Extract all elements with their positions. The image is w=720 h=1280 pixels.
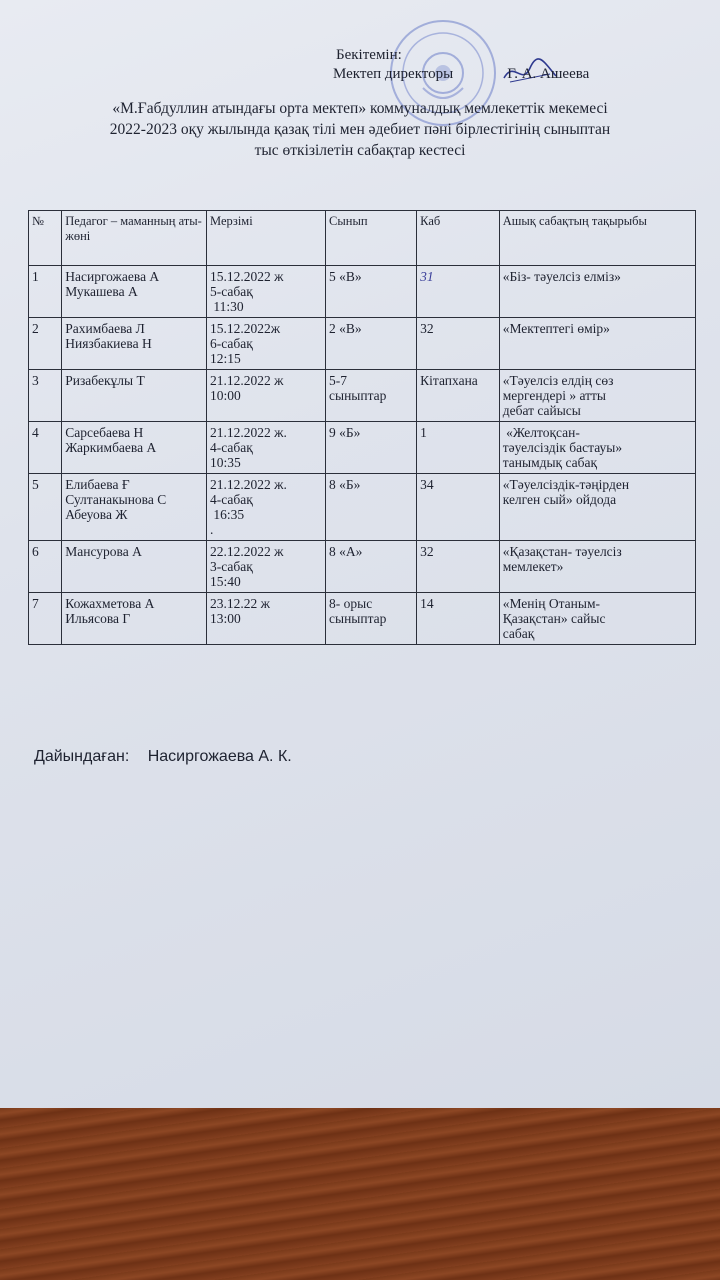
cell-room: 31 — [417, 266, 500, 318]
cell-topic-line: Қазақстан» сайыс — [502, 611, 606, 626]
cell-teacher-line: Сарсебаева Н — [65, 425, 144, 440]
prepared-label: Дайындаған: — [34, 748, 130, 765]
cell-teacher — [62, 318, 207, 370]
cell-room: 14 — [417, 593, 500, 645]
cell-topic — [499, 266, 695, 318]
header-room: Каб — [417, 211, 500, 266]
cell-date — [207, 318, 326, 370]
cell-topic — [499, 318, 695, 370]
cell-room: 32 — [417, 541, 500, 593]
schedule-table — [28, 210, 696, 645]
cell-teacher-line: Абеуова Ж — [65, 507, 128, 522]
cell-topic-line: «Тәуелсіздік-тәңірден — [502, 477, 630, 492]
approval-block — [333, 46, 713, 84]
cell-teacher-line: Рахимбаева Л — [65, 321, 145, 336]
cell-date-line: 13:00 — [210, 611, 241, 626]
title-line-2: 2022-2023 оқу жылында қазақ тілі мен әдебиет пәні бірлестігінің сыныптан — [109, 121, 611, 138]
cell-date — [207, 370, 326, 422]
cell-class — [326, 318, 417, 370]
cell-teacher — [62, 422, 207, 474]
cell-room: 34 — [417, 474, 500, 541]
cell-class-line: 5-7 — [329, 373, 348, 388]
cell-date — [207, 474, 326, 541]
cell-teacher — [62, 266, 207, 318]
cell-date — [207, 541, 326, 593]
cell-teacher-line: Насиргожаева А — [65, 269, 160, 284]
document-title — [40, 98, 680, 161]
cell-date-line: 11:30 — [210, 299, 244, 314]
cell-number: 1 — [29, 266, 62, 318]
table-row — [29, 541, 696, 593]
cell-teacher-line: Султанакынова С — [65, 492, 167, 507]
cell-date-line: 4-сабақ — [210, 440, 253, 455]
cell-date-line: 22.12.2022 ж — [210, 544, 284, 559]
cell-class — [326, 474, 417, 541]
cell-class-line: сыныптар — [329, 388, 387, 403]
cell-date-line: 3-сабақ — [210, 559, 253, 574]
cell-topic-line: мемлекет» — [502, 559, 564, 574]
cell-topic-line: мергендері » атты — [502, 388, 606, 403]
cell-class-line: 8 «А» — [329, 544, 363, 559]
cell-teacher-line: Ризабекұлы Т — [65, 373, 145, 388]
header-class: Сынып — [326, 211, 417, 266]
table-row — [29, 474, 696, 541]
cell-class-line: 9 «Б» — [329, 425, 361, 440]
cell-topic — [499, 541, 695, 593]
cell-class-line: 5 «В» — [329, 269, 362, 284]
cell-topic-line: сабақ — [502, 626, 535, 641]
cell-topic — [499, 474, 695, 541]
cell-date-line: 15.12.2022 ж — [210, 269, 284, 284]
cell-topic-line: «Тәуелсіз елдің сөз — [502, 373, 614, 388]
cell-number: 4 — [29, 422, 62, 474]
cell-date-line: 21.12.2022 ж. — [210, 477, 287, 492]
cell-teacher-line: Мукашева А — [65, 284, 138, 299]
cell-date-line: 21.12.2022 ж — [210, 373, 284, 388]
cell-date-line: 15:40 — [210, 574, 241, 589]
cell-room: Кітапхана — [417, 370, 500, 422]
table-header-row — [29, 211, 696, 266]
cell-topic — [499, 593, 695, 645]
cell-number: 5 — [29, 474, 62, 541]
header-topic: Ашық сабақтың тақырыбы — [499, 211, 695, 266]
cell-teacher-line: Жаркимбаева А — [65, 440, 157, 455]
cell-room: 32 — [417, 318, 500, 370]
cell-number: 6 — [29, 541, 62, 593]
cell-number: 2 — [29, 318, 62, 370]
cell-teacher — [62, 474, 207, 541]
cell-date-line: 15.12.2022ж — [210, 321, 281, 336]
cell-topic-line: «Менің Отаным- — [502, 596, 601, 611]
director-position: Мектеп директоры — [333, 66, 454, 82]
table-row — [29, 370, 696, 422]
cell-class — [326, 370, 417, 422]
cell-number: 7 — [29, 593, 62, 645]
prepared-by — [34, 748, 292, 766]
cell-date — [207, 422, 326, 474]
header-teacher: Педагог – маманның аты-жөні — [62, 211, 207, 266]
cell-topic-line: «Мектептегі өмір» — [502, 321, 610, 336]
title-line-1: «М.Ғабдуллин атындағы орта мектеп» коммуналдық мемлекеттік мекемесі — [112, 100, 608, 117]
cell-teacher — [62, 593, 207, 645]
cell-date-line: 4-сабақ — [210, 492, 253, 507]
approval-label: Бекітемін: — [336, 47, 402, 63]
cell-date — [207, 593, 326, 645]
cell-date — [207, 266, 326, 318]
cell-topic — [499, 422, 695, 474]
cell-class — [326, 422, 417, 474]
prepared-name: Насиргожаева А. К. — [147, 748, 292, 765]
cell-room: 1 — [417, 422, 500, 474]
title-line-3: тыс өткізілетін сабақтар кестесі — [254, 142, 466, 159]
director-name: Г. А. Ашеева — [507, 66, 590, 82]
cell-teacher-line: Ильясова Г — [65, 611, 131, 626]
table-row — [29, 422, 696, 474]
cell-date-line: 10:00 — [210, 388, 241, 403]
cell-date-line: 6-сабақ — [210, 336, 253, 351]
cell-date-line: 5-сабақ — [210, 284, 253, 299]
cell-date-line: 10:35 — [210, 455, 241, 470]
cell-teacher-line: Мансурова А — [65, 544, 142, 559]
header-number: № — [29, 211, 62, 266]
cell-teacher — [62, 370, 207, 422]
cell-class-line: 8 «Б» — [329, 477, 361, 492]
cell-class — [326, 541, 417, 593]
cell-date-line: . — [210, 522, 214, 537]
table-row — [29, 266, 696, 318]
cell-class — [326, 593, 417, 645]
table-row — [29, 593, 696, 645]
cell-class-line: 2 «В» — [329, 321, 362, 336]
cell-date-line: 16:35 — [210, 507, 245, 522]
cell-topic-line: «Қазақстан- тәуелсіз — [502, 544, 622, 559]
cell-teacher-line: Ниязбакиева Н — [65, 336, 152, 351]
table-row — [29, 318, 696, 370]
cell-class — [326, 266, 417, 318]
wooden-surface — [0, 1108, 720, 1280]
cell-date-line: 23.12.22 ж — [210, 596, 270, 611]
cell-number: 3 — [29, 370, 62, 422]
cell-teacher-line: Елибаева Ғ — [65, 477, 130, 492]
cell-class-line: сыныптар — [329, 611, 387, 626]
header-date: Мерзімі — [207, 211, 326, 266]
cell-topic-line: тәуелсіздік бастауы» — [502, 440, 623, 455]
cell-topic-line: «Біз- тәуелсіз елміз» — [502, 269, 621, 284]
cell-date-line: 21.12.2022 ж. — [210, 425, 287, 440]
cell-teacher — [62, 541, 207, 593]
cell-date-line: 12:15 — [210, 351, 241, 366]
cell-teacher-line: Кожахметова А — [65, 596, 155, 611]
cell-topic-line: танымдық сабақ — [502, 455, 598, 470]
cell-topic-line: «Желтоқсан- — [502, 425, 580, 440]
cell-topic-line: келген сый» ойдода — [502, 492, 617, 507]
cell-topic — [499, 370, 695, 422]
cell-class-line: 8- орыс — [329, 596, 373, 611]
cell-topic-line: дебат сайысы — [502, 403, 581, 418]
